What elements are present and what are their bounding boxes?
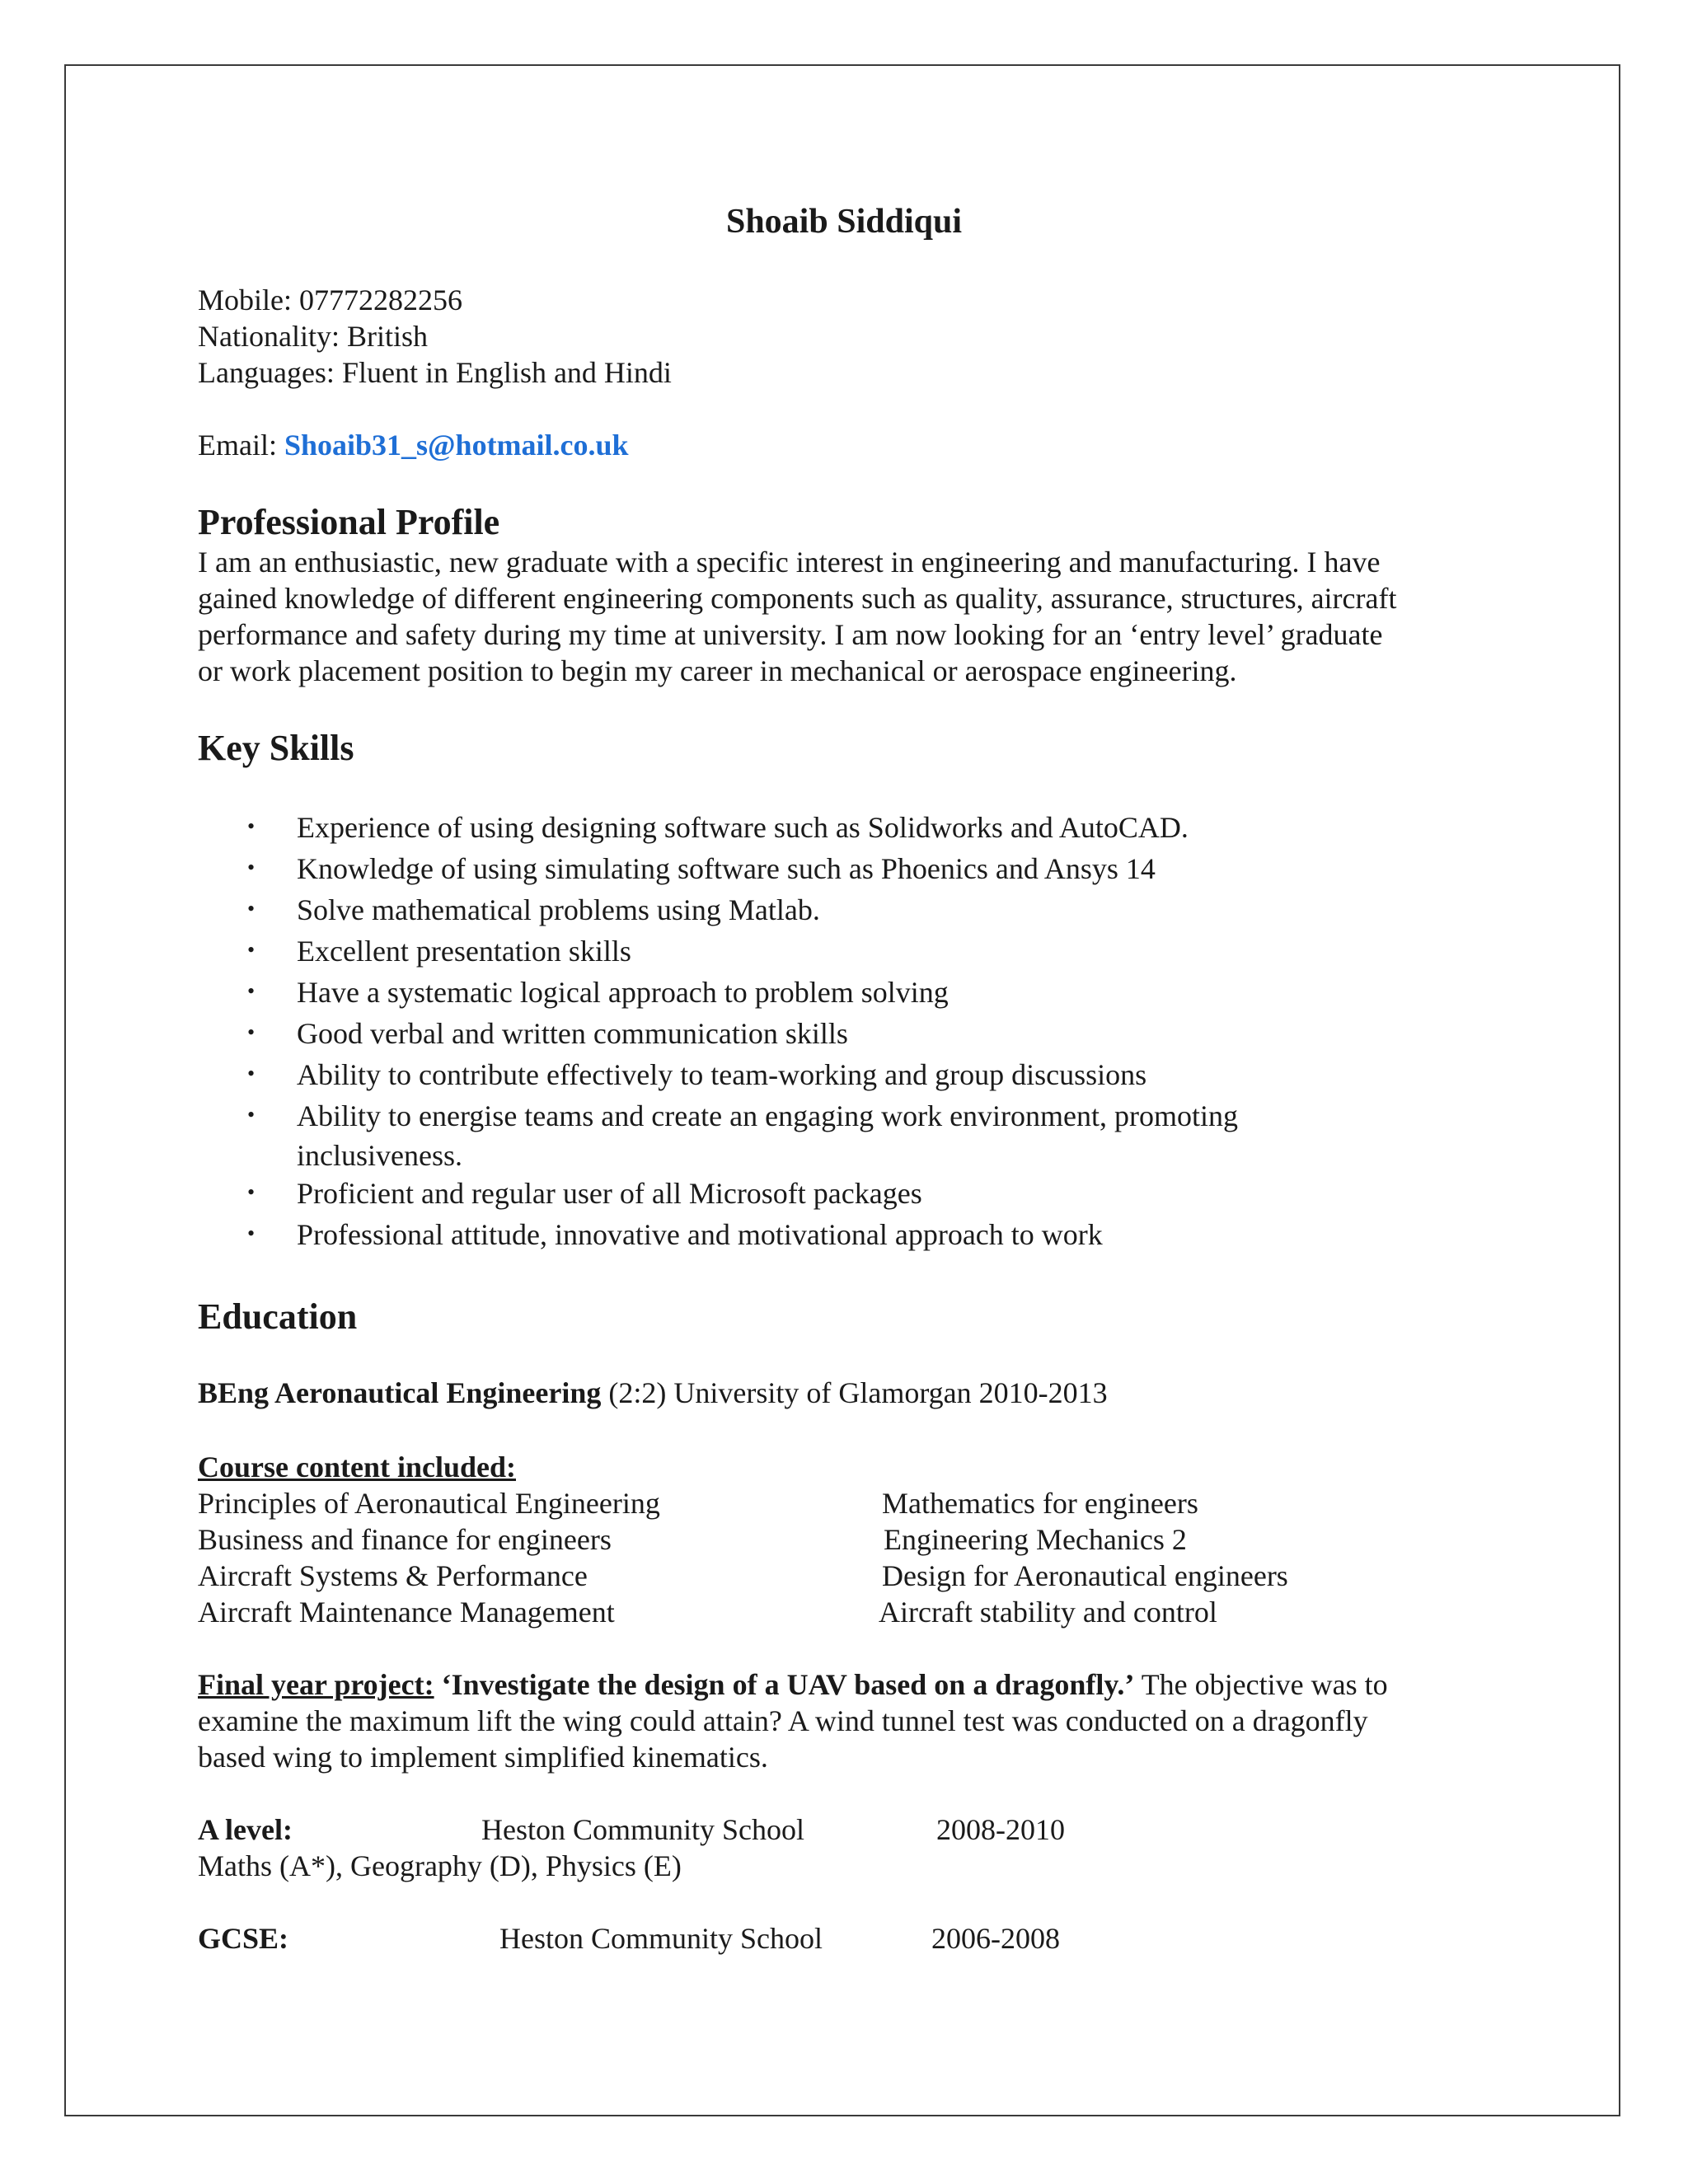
profile-heading: Professional Profile xyxy=(198,502,500,542)
course-heading: Course content included: xyxy=(198,1451,516,1483)
course-item: Mathematics for engineers xyxy=(882,1487,1198,1520)
bullet-icon: • xyxy=(247,814,256,838)
skill-item: Solve mathematical problems using Matlab. xyxy=(297,893,820,926)
gcse-years: 2006-2008 xyxy=(931,1922,1060,1955)
skill-item: Knowledge of using simulating software such as Phoenics and Ansys 14 xyxy=(297,852,1156,885)
bullet-icon: • xyxy=(247,938,256,962)
bullet-icon: • xyxy=(247,897,256,921)
bullet-icon: • xyxy=(247,1221,256,1245)
email-link[interactable]: Shoaib31_s@hotmail.co.uk xyxy=(284,429,629,462)
profile-line: I am an enthusiastic, new graduate with a specific interest in engineering and manufacturing. I have xyxy=(198,546,1381,579)
bullet-icon: • xyxy=(247,1020,256,1044)
mobile-line: Mobile: 07772282256 xyxy=(198,284,462,316)
project-text: The objective was to xyxy=(1134,1668,1388,1701)
project-label: Final year project: xyxy=(198,1668,434,1701)
project-text: examine the maximum lift the wing could attain? A wind tunnel test was conducted on a dragonfly xyxy=(198,1704,1368,1737)
bullet-icon: • xyxy=(247,1103,256,1127)
bullet-icon: • xyxy=(247,855,256,879)
education-heading: Education xyxy=(198,1296,358,1337)
course-item: Aircraft stability and control xyxy=(879,1596,1217,1629)
skill-item: Professional attitude, innovative and motivational approach to work xyxy=(297,1218,1103,1251)
bullet-icon: • xyxy=(247,979,256,1003)
profile-line: performance and safety during my time at university. I am now looking for an ‘entry level’ graduate xyxy=(198,618,1383,651)
email-line xyxy=(198,430,629,460)
skill-item: Proficient and regular user of all Microsoft packages xyxy=(297,1177,922,1210)
gcse-school: Heston Community School xyxy=(499,1922,823,1955)
project-text: based wing to implement simplified kinematics. xyxy=(198,1741,768,1774)
skill-item: Experience of using designing software such as Solidworks and AutoCAD. xyxy=(297,811,1189,844)
course-item: Aircraft Maintenance Management xyxy=(198,1596,615,1629)
course-item: Aircraft Systems & Performance xyxy=(198,1559,588,1592)
bullet-icon: • xyxy=(247,1062,256,1085)
degree-details: (2:2) University of Glamorgan 2010-2013 xyxy=(601,1376,1108,1409)
skill-item: Excellent presentation skills xyxy=(297,935,631,968)
skill-item: Have a systematic logical approach to problem solving xyxy=(297,976,949,1009)
profile-line: or work placement position to begin my career in mechanical or aerospace engineering. xyxy=(198,654,1237,687)
project-line xyxy=(198,1670,1388,1699)
skill-item: Ability to contribute effectively to team-working and group discussions xyxy=(297,1058,1147,1091)
project-title: ‘Investigate the design of a UAV based on a dragonfly.’ xyxy=(434,1668,1135,1701)
course-item: Design for Aeronautical engineers xyxy=(882,1559,1288,1592)
nationality-line: Nationality: British xyxy=(198,320,428,353)
degree-title: BEng Aeronautical Engineering xyxy=(198,1376,602,1409)
degree-line xyxy=(198,1378,1108,1408)
languages-line: Languages: Fluent in English and Hindi xyxy=(198,356,672,389)
bullet-icon: • xyxy=(247,1180,256,1204)
gcse-label: GCSE: xyxy=(198,1922,289,1955)
skill-item-continued: inclusiveness. xyxy=(297,1139,462,1172)
skill-item: Ability to energise teams and create an engaging work environment, promoting xyxy=(297,1099,1239,1132)
alevel-subjects: Maths (A*), Geography (D), Physics (E) xyxy=(198,1849,682,1882)
course-item: Engineering Mechanics 2 xyxy=(884,1523,1187,1556)
alevel-label: A level: xyxy=(198,1813,293,1846)
course-item: Principles of Aeronautical Engineering xyxy=(198,1487,660,1520)
skills-heading: Key Skills xyxy=(198,728,354,768)
email-label: Email: xyxy=(198,429,284,462)
alevel-school: Heston Community School xyxy=(481,1813,805,1846)
candidate-name: Shoaib Siddiqui xyxy=(725,203,963,241)
course-item: Business and finance for engineers xyxy=(198,1523,612,1556)
profile-line: gained knowledge of different engineering components such as quality, assurance, structures, aircraft xyxy=(198,582,1397,615)
alevel-years: 2008-2010 xyxy=(936,1813,1065,1846)
skill-item: Good verbal and written communication skills xyxy=(297,1017,848,1050)
